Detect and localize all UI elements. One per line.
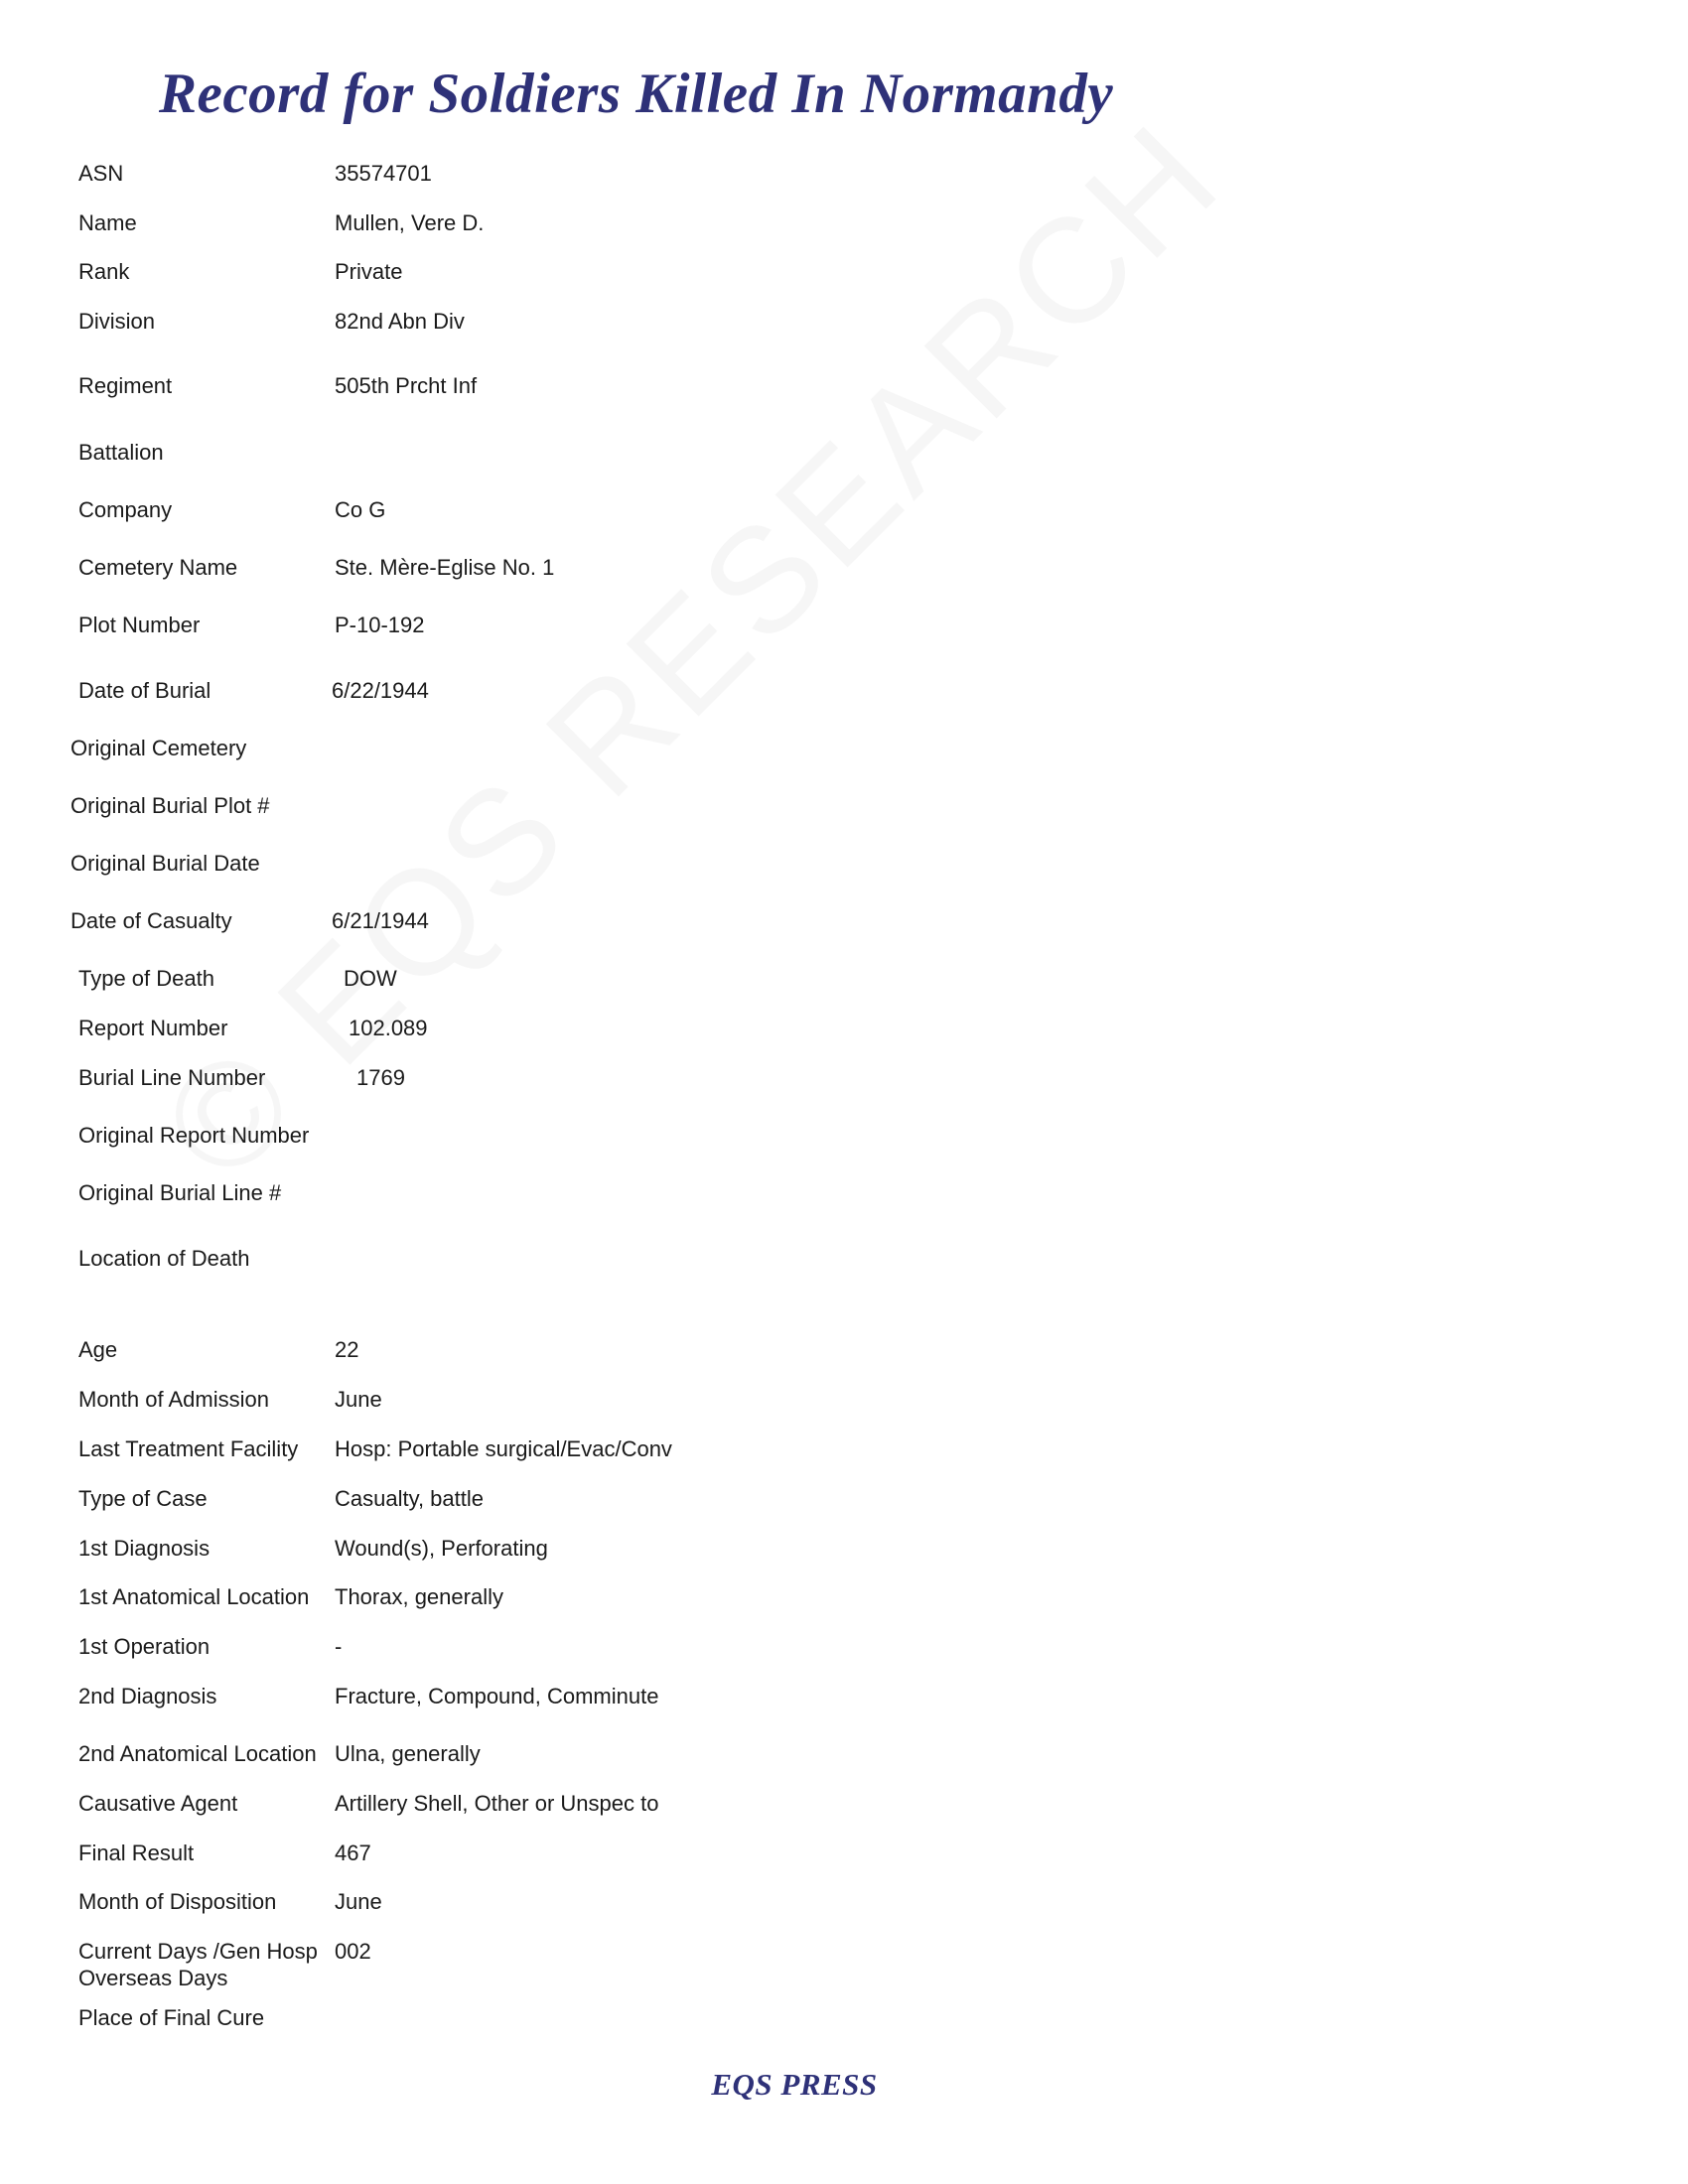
field-value-causative-agent: Artillery Shell, Other or Unspec to bbox=[335, 1791, 659, 1816]
field-label-location-of-death: Location of Death bbox=[78, 1246, 250, 1271]
page-title: Record for Soldiers Killed In Normandy bbox=[159, 63, 1114, 125]
field-value-month-of-admission: June bbox=[335, 1387, 382, 1412]
field-value-report-number: 102.089 bbox=[349, 1016, 428, 1040]
field-value-division: 82nd Abn Div bbox=[335, 309, 465, 334]
field-label-causative-agent: Causative Agent bbox=[78, 1791, 238, 1816]
field-value-type-of-case: Casualty, battle bbox=[335, 1486, 485, 1511]
field-label-name: Name bbox=[78, 210, 137, 235]
field-value-company: Co G bbox=[335, 497, 386, 522]
field-label-month-of-admission: Month of Admission bbox=[78, 1387, 269, 1412]
field-value-current-days-gen-hosp: 002 bbox=[335, 1939, 371, 1964]
field-label-overseas-days: Overseas Days bbox=[78, 1966, 228, 1990]
field-label-final-result: Final Result bbox=[78, 1841, 195, 1865]
field-label-regiment: Regiment bbox=[78, 373, 173, 398]
footer-brand: EQS PRESS bbox=[711, 2067, 878, 2102]
field-label-company: Company bbox=[78, 497, 173, 522]
field-label-place-of-final-cure: Place of Final Cure bbox=[78, 2005, 265, 2030]
field-value-burial-line-number: 1769 bbox=[356, 1065, 405, 1090]
field-value-regiment: 505th Prcht Inf bbox=[335, 373, 478, 398]
field-value-age: 22 bbox=[335, 1337, 359, 1362]
field-value-date-of-casualty: 6/21/1944 bbox=[332, 908, 429, 933]
field-label-first-operation: 1st Operation bbox=[78, 1634, 211, 1659]
field-label-original-burial-line: Original Burial Line # bbox=[78, 1180, 282, 1205]
field-value-asn: 35574701 bbox=[335, 161, 432, 186]
field-label-first-diagnosis: 1st Diagnosis bbox=[78, 1536, 211, 1561]
field-value-plot-number: P-10-192 bbox=[335, 613, 425, 637]
field-label-battalion: Battalion bbox=[78, 440, 164, 465]
field-label-second-diagnosis: 2nd Diagnosis bbox=[78, 1684, 217, 1708]
watermark-text bbox=[129, 0, 1374, 1213]
field-label-cemetery-name: Cemetery Name bbox=[78, 555, 238, 580]
field-label-original-report-number: Original Report Number bbox=[78, 1123, 310, 1148]
field-label-first-anatomical-location: 1st Anatomical Location bbox=[78, 1584, 310, 1609]
field-label-original-burial-date: Original Burial Date bbox=[70, 851, 260, 876]
field-value-first-anatomical-location: Thorax, generally bbox=[335, 1584, 503, 1609]
field-value-final-result: 467 bbox=[335, 1841, 371, 1865]
field-value-rank: Private bbox=[335, 259, 403, 284]
field-label-date-of-burial: Date of Burial bbox=[78, 678, 211, 703]
field-value-month-of-disposition: June bbox=[335, 1889, 382, 1914]
field-label-original-cemetery: Original Cemetery bbox=[70, 736, 247, 760]
field-value-second-anatomical-location: Ulna, generally bbox=[335, 1741, 481, 1766]
field-label-age: Age bbox=[78, 1337, 118, 1362]
field-label-second-anatomical-location: 2nd Anatomical Location bbox=[78, 1741, 317, 1766]
field-label-report-number: Report Number bbox=[78, 1016, 228, 1040]
field-value-last-treatment-facility: Hosp: Portable surgical/Evac/Conv bbox=[335, 1436, 672, 1461]
field-label-asn: ASN bbox=[78, 161, 124, 186]
field-label-original-burial-plot: Original Burial Plot # bbox=[70, 793, 270, 818]
field-value-name: Mullen, Vere D. bbox=[335, 210, 485, 235]
field-label-type-of-death: Type of Death bbox=[78, 966, 214, 991]
field-value-first-operation: - bbox=[335, 1634, 343, 1659]
field-label-date-of-casualty: Date of Casualty bbox=[70, 908, 232, 933]
field-value-date-of-burial: 6/22/1944 bbox=[332, 678, 429, 703]
field-label-current-days-gen-hosp: Current Days /Gen Hosp bbox=[78, 1939, 318, 1964]
field-value-cemetery-name: Ste. Mère-Eglise No. 1 bbox=[335, 555, 555, 580]
field-label-plot-number: Plot Number bbox=[78, 613, 201, 637]
field-label-month-of-disposition: Month of Disposition bbox=[78, 1889, 277, 1914]
field-label-type-of-case: Type of Case bbox=[78, 1486, 208, 1511]
field-label-division: Division bbox=[78, 309, 156, 334]
field-value-type-of-death: DOW bbox=[344, 966, 397, 991]
field-value-first-diagnosis: Wound(s), Perforating bbox=[335, 1536, 548, 1561]
field-label-rank: Rank bbox=[78, 259, 130, 284]
field-label-last-treatment-facility: Last Treatment Facility bbox=[78, 1436, 299, 1461]
field-value-second-diagnosis: Fracture, Compound, Comminute bbox=[335, 1684, 659, 1708]
field-label-burial-line-number: Burial Line Number bbox=[78, 1065, 266, 1090]
